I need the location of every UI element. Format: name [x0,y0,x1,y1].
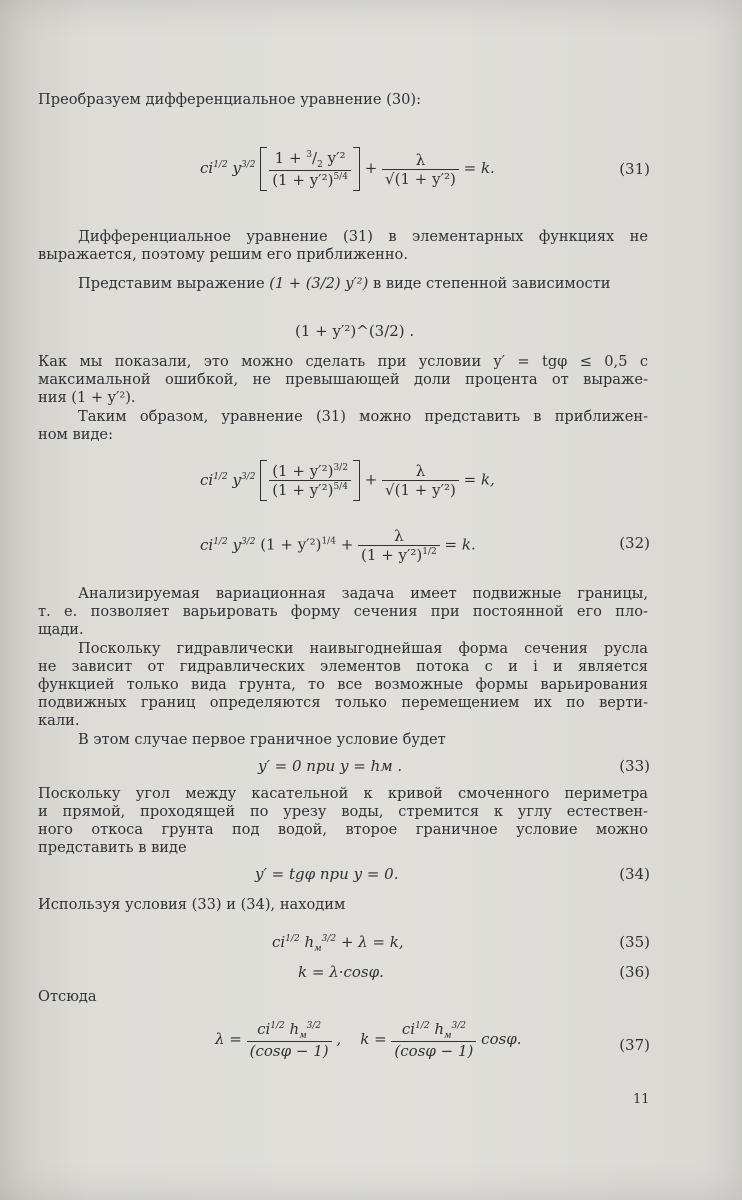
equation-36: k = λ·cosφ. [298,963,384,981]
text-line: представить в виде [38,839,187,856]
text-line: В этом случае первое граничное условие будет [78,731,446,748]
equation-33: y′ = 0 при y = hм . [258,757,403,775]
text-line: подвижных границ определяются только перемещением их по верти- [38,694,648,711]
equation-31: $ci^{1/2}$ $y^{3/2}$ $\frac{1 + ^3/_2 y'^2}{(1 + y'^2)^{5/4}}$ + $\frac{\lambda}{\text{√(1 + y′²)}}$ = k. [200,149,495,189]
text-line: Отсюда [38,988,97,1005]
text-line: ного откоса грунта под водой, второе граничное условие можно [38,821,648,838]
equation-number: (31) [619,160,650,178]
text-line: ном виде: [38,426,113,443]
equation-35: $ci^{1/2}$ $h_м^{3/2} + \lambda = k$, [272,933,404,954]
text-line: Поскольку угол между касательной к кривой смоченного периметра [38,785,648,802]
text-line: Таким образом, уравнение (31) можно представить в приближен- [78,408,648,425]
text-fragment: в виде степенной зависимости [373,275,611,292]
text-line: Преобразуем дифференциальное уравнение (30): [38,91,422,108]
equation-number: (34) [619,865,650,883]
text-line: Анализируемая вариационная задача имеет подвижные границы, [78,585,648,602]
text-line: т. е. позволяет варьировать форму сечения при постоянной его пло- [38,603,648,620]
equation-32: $ci^{1/2}$ $y^{3/2}$ $(1 + y'^2)^{1/4}$ + $\frac{\lambda}{(1 + y'^2)^{1/2}}$ = k. [200,527,476,564]
text-line: функцией только вида грунта, то все возможные формы варьирования [38,676,648,693]
text-line: Поскольку гидравлически наивыгоднейшая форма сечения русла [78,640,648,657]
equation-34: y′ = tgφ при y = 0. [255,865,399,883]
text-line: Используя условия (33) и (34), находим [38,896,346,913]
text-line [78,275,648,293]
equation-number: (35) [619,933,650,951]
text-line: щади. [38,621,84,638]
text-fragment: Представим выражение [78,275,265,292]
equation-number: (32) [619,534,650,552]
text-line: максимальной ошибкой, не превышающей доли процента от выраже- [38,371,648,388]
text-line: ния (1 + y′²). [38,389,136,406]
text-line: не зависит от гидравлических элементов потока c и i и является [38,658,648,675]
text-line: Дифференциальное уравнение (31) в элементарных функциях не [78,228,648,245]
page-number: 11 [633,1092,650,1107]
power-expression: (1 + y′²)^(3/2) . [295,322,415,340]
equation-approx: $ci^{1/2}$ $y^{3/2}$ $\frac{(1 + y'^2)^{3/2}}{(1 + y'^2)^{5/4}}$ + $\frac{\lambda}{\text{√(1 + y′²)}}$ = k, [200,462,495,499]
equation-number: (36) [619,963,650,981]
text-line: кали. [38,712,80,729]
equation-number: (33) [619,757,650,775]
text-line: и прямой, проходящей по урезу воды, стремится к углу естествен- [38,803,648,820]
text-line: выражается, поэтому решим его приближенно. [38,246,408,263]
equation-number: (37) [619,1036,650,1054]
inline-expression: (1 + (3/2) y′²) [269,275,369,292]
equation-37: λ = $\frac{ci^{1/2} h_м^{3/2}}{(\cos\varphi - 1)}$ , k = $\frac{ci^{1/2} h_м^{3/2}}{(\cos\varphi - 1)}$ cosφ. [215,1020,522,1060]
text-line: Как мы показали, это можно сделать при условии y′ = tgφ ≤ 0,5 с [38,353,648,370]
